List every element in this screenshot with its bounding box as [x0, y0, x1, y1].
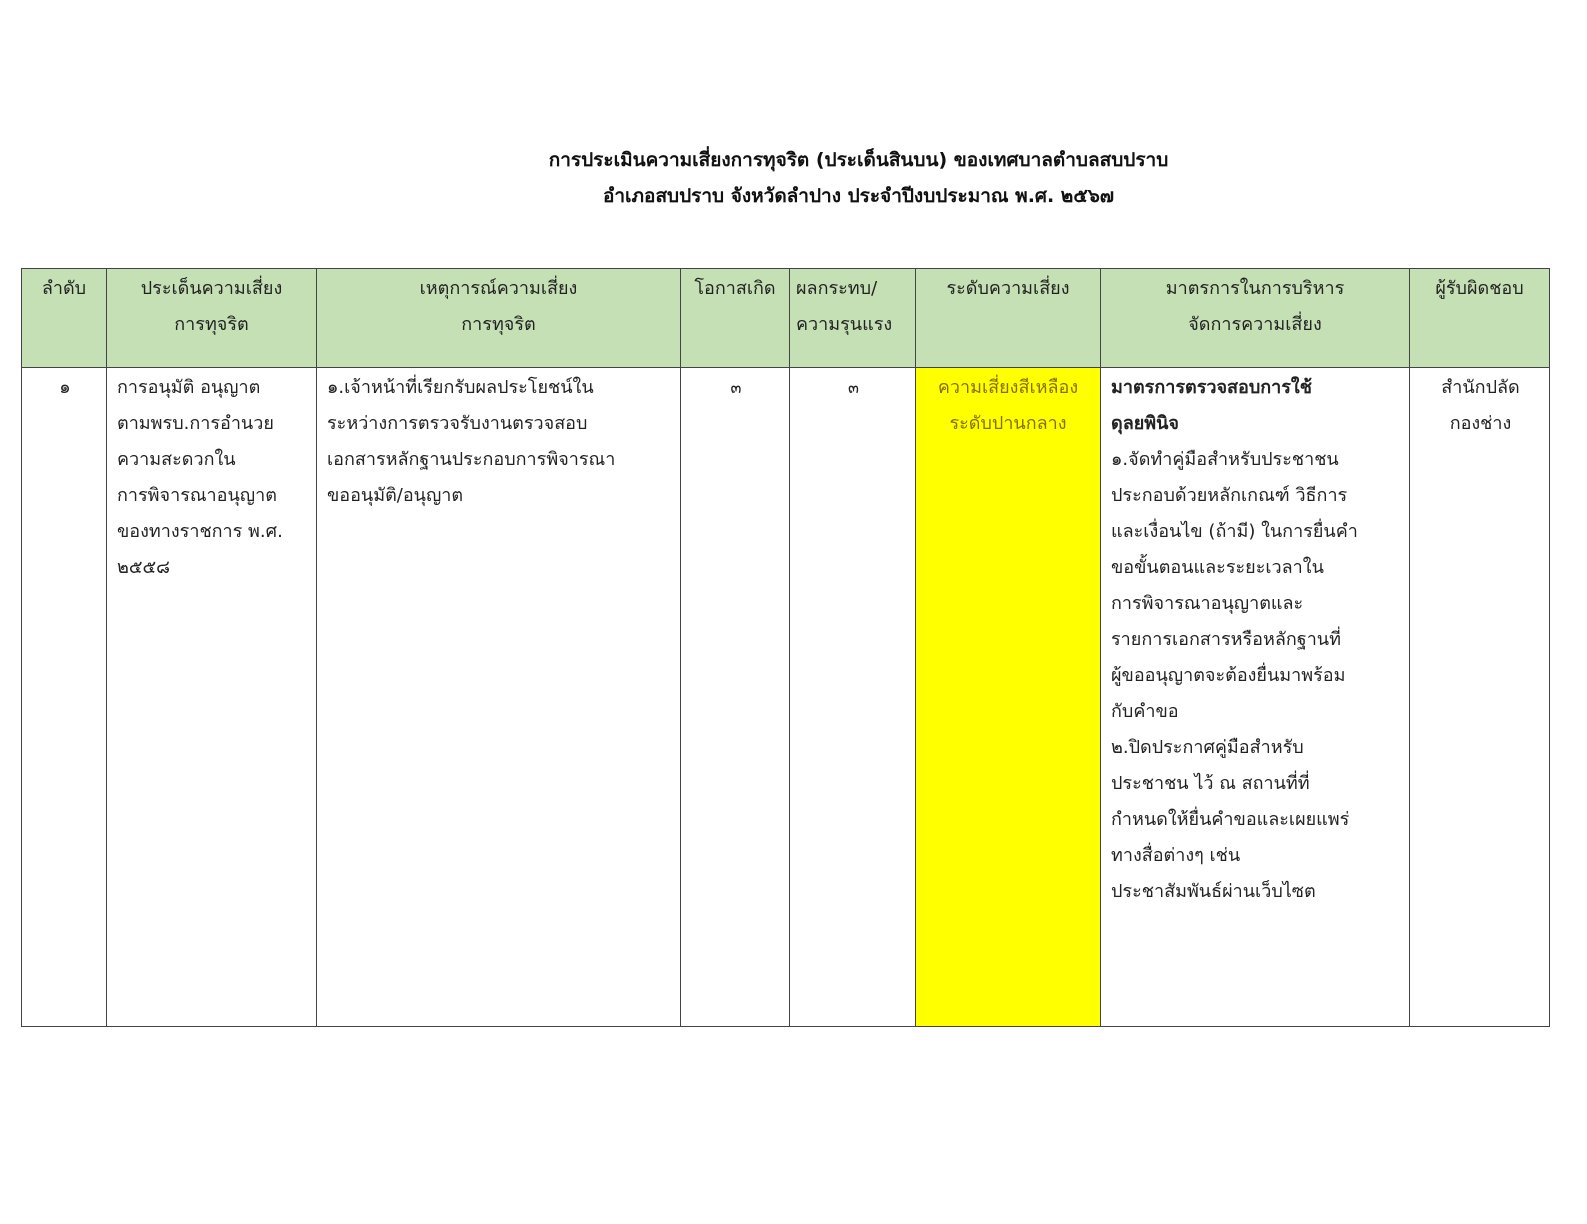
- header-no-label: ลำดับ: [41, 278, 87, 299]
- measures-title-line: ดุลยพินิจ: [1111, 413, 1179, 434]
- header-impact-line-1: ผลกระทบ/: [796, 278, 878, 299]
- risk-assessment-table: [21, 268, 1550, 1027]
- measure-line: ประชาชน ไว้ ณ สถานที่ที่: [1111, 773, 1310, 794]
- likelihood-value: ๓: [730, 378, 742, 397]
- cell-measures: [1101, 368, 1410, 1027]
- table-row: [22, 368, 1550, 1027]
- header-likelihood-label: โอกาสเกิด: [694, 278, 776, 299]
- measure-line: กำหนดให้ยื่นคำขอและเผยแพร่: [1111, 809, 1350, 830]
- measure-line: ประชาสัมพันธ์ผ่านเว็บไซต: [1111, 881, 1316, 902]
- header-issue: [107, 269, 317, 368]
- measures-title-line: มาตรการตรวจสอบการใช้: [1111, 377, 1312, 398]
- risk-level-grade: ระดับปานกลาง: [949, 413, 1067, 434]
- event-line: ๑.เจ้าหน้าที่เรียกรับผลประโยชน์ใน: [327, 377, 594, 398]
- issue-line: ๒๕๕๘: [117, 557, 170, 578]
- cell-issue: [107, 368, 317, 1027]
- measure-line: รายการเอกสารหรือหลักฐานที่: [1111, 629, 1341, 650]
- header-no: [22, 269, 107, 368]
- cell-impact: [790, 368, 916, 1027]
- measure-line: ประกอบด้วยหลักเกณฑ์ วิธีการ: [1111, 485, 1348, 506]
- header-owner-label: ผู้รับผิดชอบ: [1435, 278, 1524, 299]
- issue-line: ความสะดวกใน: [117, 449, 236, 470]
- cell-risk-level: [916, 368, 1101, 1027]
- measure-line: กับคำขอ: [1111, 701, 1179, 722]
- measure-line: ขอขั้นตอนและระยะเวลาใน: [1111, 557, 1324, 578]
- issue-line: การอนุมัติ อนุญาต: [117, 377, 261, 398]
- cell-no: [22, 368, 107, 1027]
- event-line: ระหว่างการตรวจรับงานตรวจสอบ: [327, 413, 588, 434]
- title-line-1: การประเมินความเสี่ยงการทุจริต (ประเด็นสินบน) ของเทศบาลตำบลสบปราบ: [548, 149, 1169, 171]
- cell-event: [317, 368, 681, 1027]
- header-measures-line-1: มาตรการในการบริหาร: [1165, 278, 1345, 299]
- header-impact-line-2: ความรุนแรง: [796, 314, 893, 335]
- header-issue-line-1: ประเด็นความเสี่ยง: [140, 278, 283, 299]
- row-no: ๑: [59, 377, 71, 398]
- measure-line: ๒.ปิดประกาศคู่มือสำหรับ: [1111, 737, 1304, 758]
- header-level-label: ระดับความเสี่ยง: [946, 278, 1070, 299]
- header-issue-line-2: การทุจริต: [174, 314, 249, 335]
- owner-line: กองช่าง: [1449, 413, 1512, 434]
- header-likelihood: [681, 269, 790, 368]
- header-event: [317, 269, 681, 368]
- measure-line: ทางสื่อต่างๆ เช่น: [1111, 845, 1241, 866]
- header-measures: [1101, 269, 1410, 368]
- cell-owner: [1410, 368, 1550, 1027]
- measure-line: และเงื่อนไข (ถ้ามี) ในการยื่นคำ: [1111, 521, 1358, 542]
- issue-line: ตามพรบ.การอำนวย: [117, 413, 274, 434]
- document-title: [20, 142, 1567, 214]
- title-line-2: อำเภอสบปราบ จังหวัดลำปาง ประจำปีงบประมาณ พ.ศ. ๒๕๖๗: [602, 185, 1115, 207]
- header-impact: [790, 269, 916, 368]
- owner-line: สำนักปลัด: [1441, 377, 1520, 398]
- issue-line: ของทางราชการ พ.ศ.: [117, 521, 283, 542]
- issue-line: การพิจารณาอนุญาต: [117, 485, 277, 506]
- table-header-row: [22, 269, 1550, 368]
- header-measures-line-2: จัดการความเสี่ยง: [1188, 314, 1322, 335]
- risk-level-color: ความเสี่ยงสีเหลือง: [937, 377, 1079, 398]
- measure-line: ๑.จัดทำคู่มือสำหรับประชาชน: [1111, 449, 1339, 470]
- event-line: เอกสารหลักฐานประกอบการพิจารณา: [327, 449, 616, 470]
- impact-value: ๓: [848, 378, 859, 397]
- cell-likelihood: [681, 368, 790, 1027]
- measure-line: การพิจารณาอนุญาตและ: [1111, 593, 1304, 614]
- header-owner: [1410, 269, 1550, 368]
- header-event-line-1: เหตุการณ์ความเสี่ยง: [419, 278, 578, 299]
- measure-line: ผู้ขออนุญาตจะต้องยื่นมาพร้อม: [1111, 665, 1346, 686]
- header-event-line-2: การทุจริต: [461, 314, 536, 335]
- event-line: ขออนุมัติ/อนุญาต: [327, 485, 464, 506]
- header-level: [916, 269, 1101, 368]
